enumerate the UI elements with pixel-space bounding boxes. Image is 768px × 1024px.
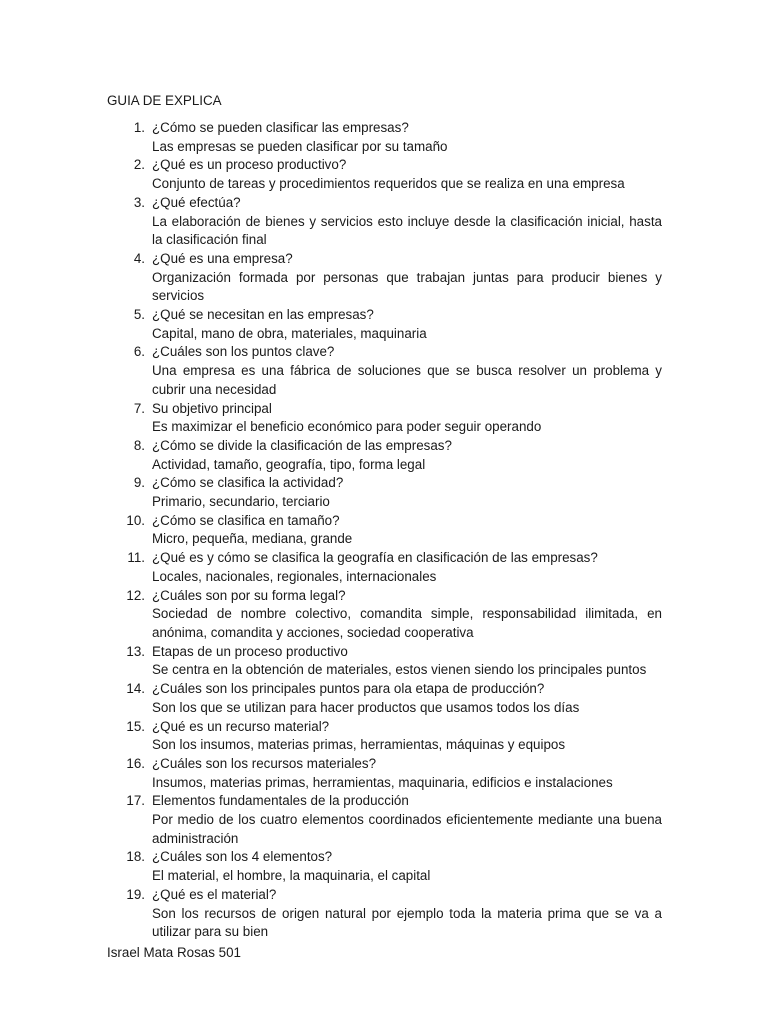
item-question: ¿Qué es un proceso productivo? bbox=[152, 157, 347, 173]
item-number: 17. bbox=[126, 793, 145, 809]
item-number: 7. bbox=[133, 400, 145, 416]
item-answer: Organización formada por personas que trabajan juntas para producir bienes y servicios bbox=[152, 269, 662, 304]
item-number: 11. bbox=[127, 550, 145, 566]
item-question: ¿Cuáles son los 4 elementos? bbox=[152, 849, 333, 865]
item-question: Elementos fundamentales de la producción bbox=[152, 793, 409, 809]
list-item bbox=[107, 306, 662, 343]
item-number: 5. bbox=[133, 307, 145, 323]
list-item bbox=[107, 792, 662, 848]
item-number: 10. bbox=[126, 512, 145, 528]
list-item bbox=[107, 718, 662, 755]
item-question: ¿Qué es una empresa? bbox=[152, 250, 293, 266]
item-number: 18. bbox=[126, 849, 145, 865]
list-item bbox=[107, 194, 662, 250]
item-answer: Son los recursos de origen natural por ejemplo toda la materia prima que se va a utilizar para su bien bbox=[152, 905, 662, 940]
item-question: ¿Cómo se clasifica la actividad? bbox=[152, 475, 344, 491]
item-answer: La elaboración de bienes y servicios esto incluye desde la clasificación inicial, hasta la clasificación final bbox=[152, 213, 662, 248]
item-answer: Son los insumos, materias primas, herramientas, máquinas y equipos bbox=[152, 737, 566, 753]
item-number: 15. bbox=[126, 718, 145, 734]
item-question: ¿Qué es y cómo se clasifica la geografía en clasificación de las empresas? bbox=[152, 550, 598, 566]
list-item bbox=[107, 400, 662, 437]
item-answer: Micro, pequeña, mediana, grande bbox=[152, 531, 353, 547]
item-question: ¿Cómo se clasifica en tamaño? bbox=[152, 512, 340, 528]
list-item bbox=[107, 437, 662, 474]
list-item bbox=[107, 549, 662, 586]
item-number: 3. bbox=[133, 194, 145, 210]
item-answer: Locales, nacionales, regionales, internacionales bbox=[152, 568, 437, 584]
list-item bbox=[107, 250, 662, 306]
item-number: 4. bbox=[133, 250, 145, 266]
item-answer: Sociedad de nombre colectivo, comandita simple, responsabilidad ilimitada, en anónima, comandita y acciones, sociedad cooperativa bbox=[152, 606, 662, 640]
item-answer: Se centra en la obtención de materiales, estos vienen siendo los principales puntos bbox=[152, 662, 647, 678]
item-answer: El material, el hombre, la maquinaria, el capital bbox=[152, 868, 431, 884]
item-question: ¿Qué se necesitan en las empresas? bbox=[152, 307, 374, 323]
author-footer: Israel Mata Rosas 501 bbox=[107, 945, 241, 960]
item-question: Su objetivo principal bbox=[152, 400, 272, 416]
document-title: GUIA DE EXPLICA bbox=[107, 93, 222, 108]
item-question: Etapas de un proceso productivo bbox=[152, 643, 348, 659]
item-answer: Son los que se utilizan para hacer productos que usamos todos los días bbox=[152, 699, 580, 715]
item-number: 6. bbox=[133, 344, 145, 360]
question-list bbox=[107, 119, 662, 942]
list-item bbox=[107, 755, 662, 792]
item-number: 19. bbox=[126, 886, 145, 902]
item-answer: Primario, secundario, terciario bbox=[152, 494, 330, 510]
item-question: ¿Cuáles son los principales puntos para ola etapa de producción? bbox=[152, 681, 545, 697]
list-item bbox=[107, 156, 662, 193]
item-question: ¿Cómo se divide la clasificación de las empresas? bbox=[152, 437, 452, 453]
list-item bbox=[107, 119, 662, 156]
item-question: ¿Cuáles son los puntos clave? bbox=[152, 344, 335, 360]
item-number: 12. bbox=[126, 587, 145, 603]
item-number: 16. bbox=[126, 755, 145, 771]
item-answer: Insumos, materias primas, herramientas, maquinaria, edificios e instalaciones bbox=[152, 774, 613, 790]
list-item bbox=[107, 474, 662, 511]
item-number: 2. bbox=[133, 157, 145, 173]
item-answer: Una empresa es una fábrica de soluciones que se busca resolver un problema y cubrir una necesidad bbox=[152, 363, 662, 397]
list-item bbox=[107, 643, 662, 680]
item-question: ¿Qué es el material? bbox=[152, 886, 277, 902]
item-number: 1. bbox=[133, 120, 145, 135]
item-question: ¿Cuáles son por su forma legal? bbox=[152, 587, 346, 603]
item-number: 8. bbox=[133, 437, 145, 453]
item-answer: Por medio de los cuatro elementos coordinados eficientemente mediante una buena administración bbox=[152, 812, 662, 846]
item-question: ¿Qué efectúa? bbox=[152, 194, 241, 210]
list-item bbox=[107, 848, 662, 885]
list-item bbox=[107, 343, 662, 399]
item-number: 14. bbox=[126, 681, 145, 697]
list-item bbox=[107, 512, 662, 549]
list-item bbox=[107, 587, 662, 643]
item-question: ¿Cuáles son los recursos materiales? bbox=[152, 755, 377, 771]
list-item bbox=[107, 680, 662, 717]
item-number: 13. bbox=[126, 643, 145, 659]
item-answer: Es maximizar el beneficio económico para poder seguir operando bbox=[152, 419, 542, 435]
item-answer: Conjunto de tareas y procedimientos requeridos que se realiza en una empresa bbox=[152, 176, 625, 192]
item-question: ¿Cómo se pueden clasificar las empresas? bbox=[152, 120, 409, 135]
item-answer: Capital, mano de obra, materiales, maquinaria bbox=[152, 325, 427, 341]
item-question: ¿Qué es un recurso material? bbox=[152, 718, 330, 734]
list-item bbox=[107, 886, 662, 942]
item-answer: Actividad, tamaño, geografía, tipo, forma legal bbox=[152, 456, 426, 472]
item-answer: Las empresas se pueden clasificar por su tamaño bbox=[152, 138, 448, 154]
item-number: 9. bbox=[133, 475, 145, 491]
